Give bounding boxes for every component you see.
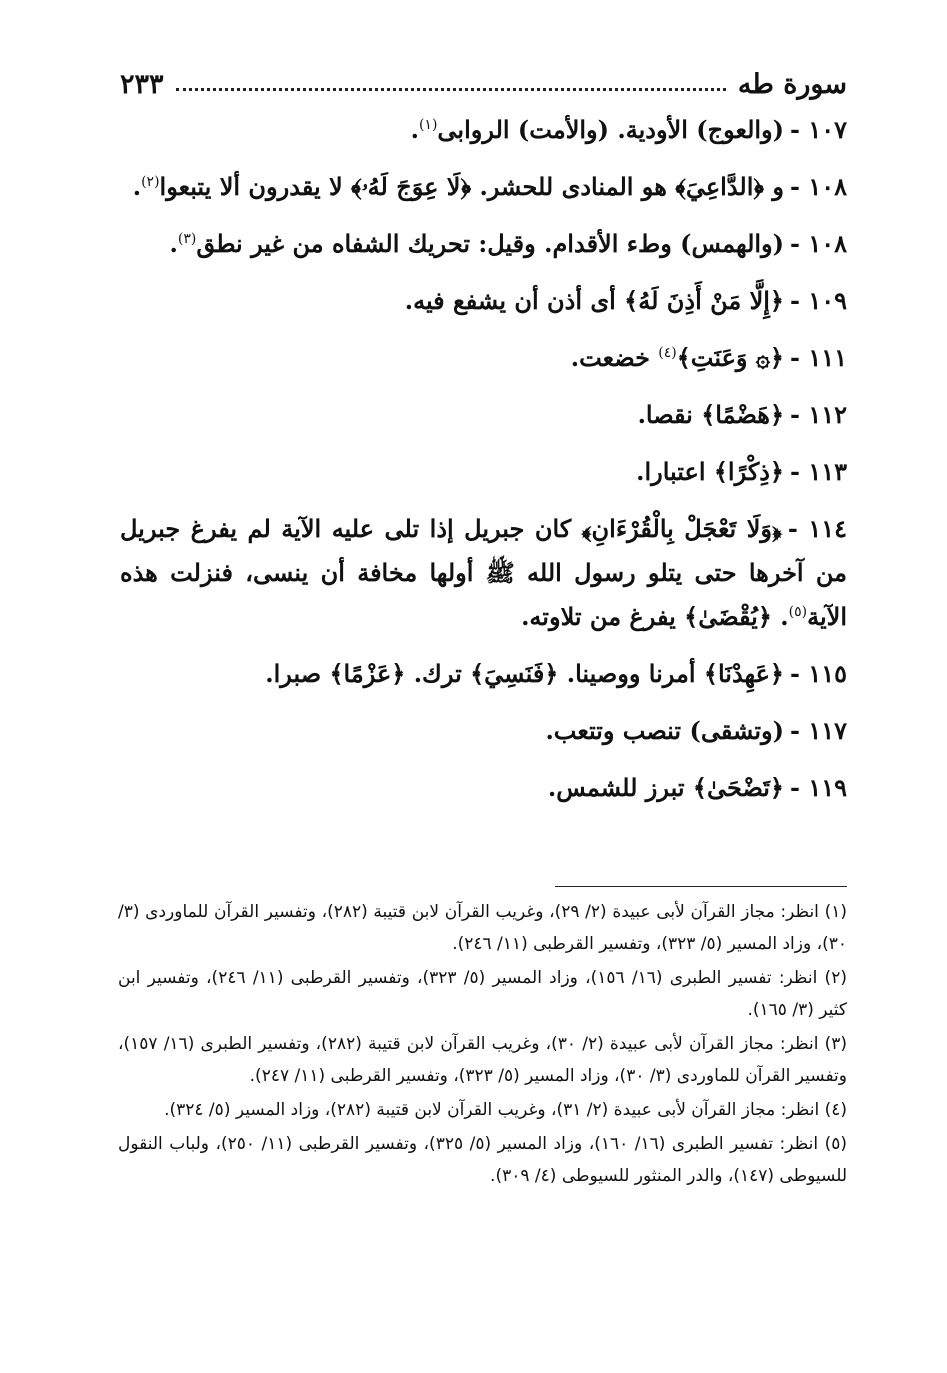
verse-number: ١١٤ - [787,514,847,543]
page-number: ٢٣٣ [120,69,164,100]
surah-title: سورة طه [737,69,847,100]
verse-number: ١٠٨ - [790,229,847,258]
entry-107: ١٠٧ -(والعوج) الأودية. (والأمت) الروابى$^{(١)}$. [410,115,847,144]
footnote-ref: (٤) [658,345,677,361]
entry-111: ١١١ -﴿۞ وَعَنَتِ﴾$^{(٤)}$ خضعت. [570,343,847,372]
running-header [120,58,847,100]
entry-text: ﴿عَهِدْنَا﴾ أمرنا ووصينا. ﴿فَنَسِيَ﴾ ترك. ﴿عَزْمًا﴾ صبرا. [265,659,784,688]
entry-112 [120,393,847,437]
entry-113 [120,450,847,494]
footnote-ref: (٢) [141,174,160,190]
verse-number: ١١١ - [790,343,847,372]
entry-115 [120,652,847,696]
entry-108-hams: ١٠٨ -(والهمس) وطء الأقدام. وقيل: تحريك الشفاه من غير نطق$^{(٣)}$. [169,229,847,258]
footnotes [118,896,847,1194]
verse-number: ١١٣ - [790,457,847,486]
verse-number: ١٠٨ - [790,172,847,201]
entry-text: ﴿تَضْحَىٰ﴾ تبرز للشمس. [547,773,784,802]
entry-text: (والهمس) وطء الأقدام. وقيل: تحريك الشفاه من غير نطق [196,229,784,258]
entry-text: ﴿هَضْمًا﴾ نقصا. [637,400,784,429]
entry-text: (والعوج) الأودية. (والأمت) الروابى [437,115,784,144]
verse-number: ١٠٩ - [790,286,847,315]
glossary-entries [120,108,847,823]
footnote-1: (١) انظر: مجاز القرآن لأبى عبيدة (٢/ ٢٩)، وغريب القرآن لابن قتيبة (٢٨٢)، وتفسير القرآن للماوردى (٣/ ٣٠)، وزاد المسير (٥/ ٣٢٣)، وتفسير القرطبى (١١/ ٢٤٦). [118,902,847,954]
footnote-ref: (١) [418,117,438,133]
verse-number: ١١٩ - [790,773,847,802]
footnote-ref: (٥) [788,604,808,620]
footnote-ref: (٣) [177,231,197,247]
entry-text: ﴿۞ وَعَنَتِ﴾ [676,343,784,372]
entry-114: ١١٤ -﴿وَلَا تَعْجَلْ بِالْقُرْءَانِ﴾ كان جبريل إذا تلى عليه الآية لم يفرغ جبريل من آخرها حتى يتلو رسول الله ﷺ أولها مخافة أن ينسى، فنزلت هذه الآية$^{(٥)}$. ﴿يُقْضَىٰ﴾ يفرغ من تلاوته. [120,514,847,631]
footnote-5: (٥) انظر: تفسير الطبرى (١٦/ ١٦٠)، وزاد المسير (٥/ ٣٢٥)، وتفسير القرطبى (١١/ ٢٥٠)، ولباب النقول للسيوطى (١٤٧)، والدر المنثور للسيوطى (٤/ ٣٠٩). [118,1134,847,1186]
footnote-3: (٣) انظر: مجاز القرآن لأبى عبيدة (٢/ ٣٠)، وغريب القرآن لابن قتيبة (٢٨٢)، وتفسير الطبرى (١٦/ ١٥٧)، وتفسير القرآن للماوردى (٣/ ٣٠)، وزاد المسير (٥/ ٣٢٣)، وتفسير القرطبى (١١/ ٢٤٧). [118,1034,847,1086]
entry-text: (وتشقى) تنصب وتتعب. [545,716,784,745]
entry-text: و ﴿الدَّاعِيَ﴾ هو المنادى للحشر. ﴿لَا عِوَجَ لَهُۥ﴾ لا يقدرون ألا يتبعوا [159,172,784,201]
verse-number: ١١٥ - [790,659,847,688]
entry-text: ﴿إِلَّا مَنْ أَذِنَ لَهُ﴾ أى أذن أن يشفع فيه. [404,286,784,315]
footnote-4: (٤) انظر: مجاز القرآن لأبى عبيدة (٢/ ٣١)، وغريب القرآن لابن قتيبة (٢٨٢)، وزاد المسير (٥/ ٣٢٤). [164,1100,847,1120]
footnote-divider [555,886,847,887]
entry-119 [120,766,847,810]
verse-number: ١١٧ - [790,716,847,745]
entry-109 [120,279,847,323]
entry-117 [120,709,847,753]
entry-108-dai: ١٠٨ -و ﴿الدَّاعِيَ﴾ هو المنادى للحشر. ﴿لَا عِوَجَ لَهُۥ﴾ لا يقدرون ألا يتبعوا$^{(٢)}$. [132,172,847,201]
entry-text: ﴿ذِكْرًا﴾ اعتبارا. [636,457,784,486]
footnote-2: (٢) انظر: تفسير الطبرى (١٦/ ١٥٦)، وزاد المسير (٥/ ٣٢٣)، وتفسير القرطبى (١١/ ٢٤٦)، وتفسير ابن كثير (٣/ ١٦٥). [118,968,847,1020]
entry-text: ﴿وَلَا تَعْجَلْ بِالْقُرْءَانِ﴾ كان جبريل إذا تلى عليه الآية لم يفرغ جبريل من آخرها حتى يتلو رسول الله ﷺ أولها مخافة أن ينسى، فنزلت هذه الآية [120,514,847,631]
verse-number: ١١٢ - [790,400,847,429]
verse-number: ١٠٧ - [790,115,847,144]
header-dot-leader [176,88,726,91]
